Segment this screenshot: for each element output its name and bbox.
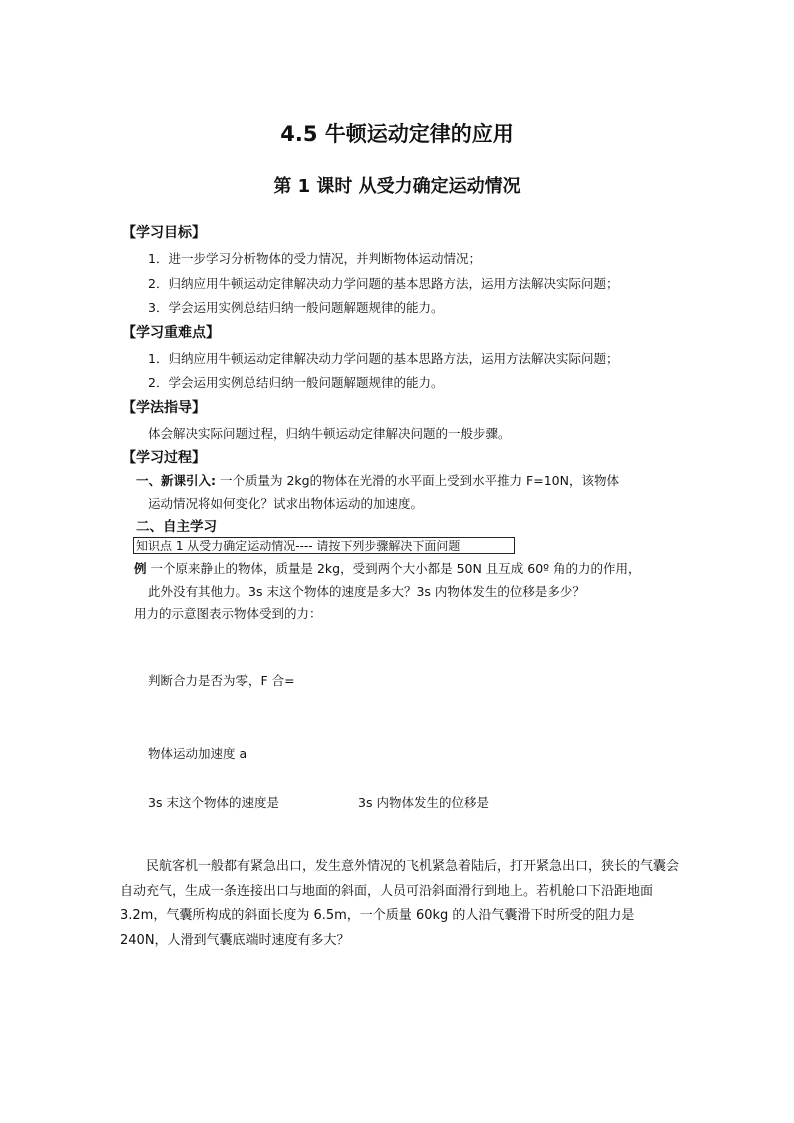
method-heading: 【学法指导】 (122, 400, 206, 416)
process-heading: 【学习过程】 (122, 450, 206, 466)
intro-line-1 (136, 471, 619, 489)
displacement-prompt: 3s 内物体发生的位移是 (358, 795, 489, 810)
example-text-1: 一个原来静止的物体，质量是 2kg，受到两个大小都是 50N 且互成 60º 角的力的作用， (146, 561, 641, 576)
intro-text-1: 一个质量为 2kg的物体在光滑的水平面上受到水平推力 F=10N，该物体 (216, 473, 619, 488)
example-line-1 (134, 559, 641, 577)
goal-item-2: 2．归纳应用牛顿运动定律解决动力学问题的基本思路方法，运用方法解决实际问题； (148, 276, 619, 291)
page-subtitle: 第 1 课时 从受力确定运动情况 (273, 176, 521, 197)
example-line-2: 此外没有其他力。3s 末这个物体的速度是多大？3s 内物体发生的位移是多少？ (148, 584, 585, 599)
example-label: 例 (134, 561, 147, 576)
velocity-prompt: 3s 末这个物体的速度是 (148, 795, 279, 810)
intro-label: 一、新课引入: (136, 473, 216, 488)
self-study-heading: 二、自主学习 (136, 519, 217, 535)
goal-item-3: 3．学会运用实例总结归纳一般问题解题规律的能力。 (148, 300, 444, 315)
airline-problem-paragraph: 民航客机一般都有紧急出口，发生意外情况的飞机紧急着陆后，打开紧急出口，狭长的气囊会自动充气，生成一条连接出口与地面的斜面，人员可沿斜面滑行到地上。若机舱口下沿距地面 3.2m，气囊所构成的斜面长度为 6.5m，一个质量 60kg 的人沿气囊滑下时所受的阻力是 240N，人滑到气囊底端时速度有多大？ (120, 859, 680, 948)
intro-line-2: 运动情况将如何变化？试求出物体运动的加速度。 (148, 496, 424, 511)
method-text: 体会解决实际问题过程，归纳牛顿运动定律解决问题的一般步骤。 (148, 426, 511, 441)
acceleration-prompt: 物体运动加速度 a (148, 746, 248, 761)
net-force-prompt: 判断合力是否为零，F 合= (148, 673, 295, 688)
keypoint-item-2: 2．学会运用实例总结归纳一般问题解题规律的能力。 (148, 375, 444, 390)
goal-item-1: 1．进一步学习分析物体的受力情况，并判断物体运动情况； (148, 251, 481, 266)
page-title: 4.5 牛顿运动定律的应用 (280, 122, 514, 146)
keypoint-item-1: 1．归纳应用牛顿运动定律解决动力学问题的基本思路方法，运用方法解决实际问题； (148, 351, 619, 366)
knowledge-point-box: 知识点 1 从受力确定运动情况---- 请按下列步骤解决下面问题 (133, 537, 515, 554)
keypoints-heading: 【学习重难点】 (122, 325, 220, 341)
goals-heading: 【学习目标】 (122, 225, 206, 241)
force-diagram-prompt: 用力的示意图表示物体受到的力： (134, 606, 322, 621)
